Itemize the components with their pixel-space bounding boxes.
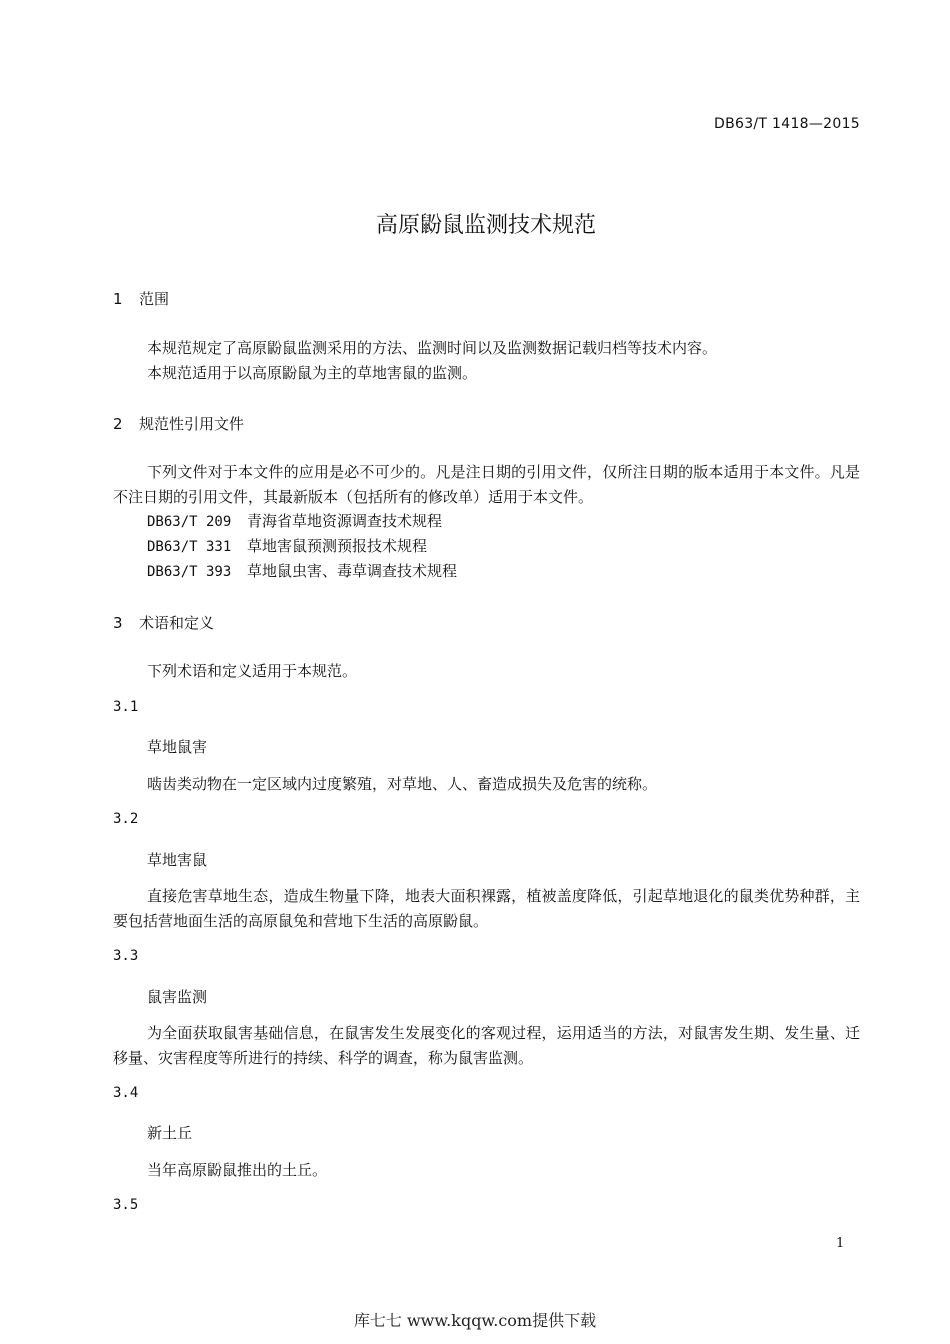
term-title: 草地害鼠	[147, 851, 208, 869]
section-title: 术语和定义	[139, 614, 215, 632]
section-heading-scope	[113, 288, 169, 309]
section-heading-terms-definitions	[113, 612, 214, 633]
reference-code: DB63/T 331	[147, 539, 232, 555]
document-code: DB63/T 1418—2015	[714, 116, 860, 132]
clause-number: 3.3	[113, 948, 139, 964]
reference-code: DB63/T 393	[147, 564, 232, 580]
section-number: 1	[113, 290, 123, 308]
paragraph: 本规范规定了高原鼢鼠监测采用的方法、监测时间以及监测数据记载归档等技术内容。	[147, 339, 718, 357]
reference-item	[147, 535, 427, 556]
paragraph: 本规范适用于以高原鼢鼠为主的草地害鼠的监测。	[147, 364, 478, 382]
section-title: 范围	[139, 290, 170, 308]
reference-code: DB63/T 209	[147, 514, 232, 530]
reference-name: 草地鼠虫害、毒草调查技术规程	[247, 562, 458, 580]
section-number: 2	[113, 415, 123, 433]
reference-name: 青海省草地资源调查技术规程	[247, 512, 443, 530]
reference-name: 草地害鼠预测预报技术规程	[247, 537, 428, 555]
clause-number: 3.5	[113, 1197, 139, 1213]
term-definition: 为全面获取鼠害基础信息，在鼠害发生发展变化的客观过程，运用适当的方法，对鼠害发生期、发生量、迁移量、灾害程度等所进行的持续、科学的调查，称为鼠害监测。	[113, 1024, 860, 1067]
term-title: 草地鼠害	[147, 738, 208, 756]
reference-item	[147, 560, 457, 581]
clause-number: 3.4	[113, 1085, 139, 1101]
term-title: 鼠害监测	[147, 988, 208, 1006]
download-watermark: 库七七 www.kqqw.com提供下载	[353, 1311, 597, 1330]
term-definition: 啮齿类动物在一定区域内过度繁殖，对草地、人、畜造成损失及危害的统称。	[147, 775, 658, 793]
clause-number: 3.1	[113, 699, 139, 715]
term-definition: 直接危害草地生态，造成生物量下降，地表大面积裸露，植被盖度降低，引起草地退化的鼠类优势种群，主要包括营地面生活的高原鼠兔和营地下生活的高原鼢鼠。	[113, 887, 860, 930]
term-title: 新土丘	[147, 1124, 193, 1142]
section-title: 规范性引用文件	[139, 415, 245, 433]
paragraph: 下列文件对于本文件的应用是必不可少的。凡是注日期的引用文件，仅所注日期的版本适用于本文件。凡是不注日期的引用文件，其最新版本（包括所有的修改单）适用于本文件。	[113, 463, 860, 506]
section-heading-normative-references	[113, 413, 244, 434]
section-number: 3	[113, 614, 123, 632]
paragraph: 下列术语和定义适用于本规范。	[147, 662, 358, 680]
document-title: 高原鼢鼠监测技术规范	[375, 213, 596, 238]
clause-number: 3.2	[113, 811, 139, 827]
reference-item	[147, 510, 442, 531]
term-definition: 当年高原鼢鼠推出的土丘。	[147, 1161, 328, 1179]
page-number: 1	[836, 1236, 845, 1251]
